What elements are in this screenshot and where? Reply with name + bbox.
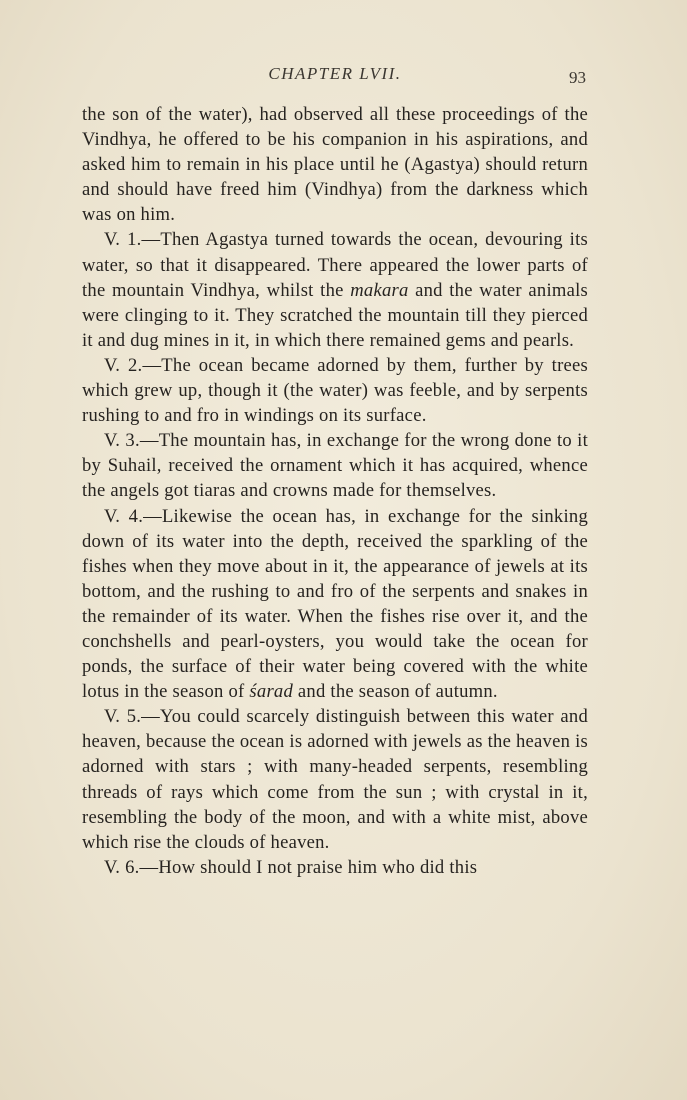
running-head: CHAPTER LVII. <box>268 64 402 83</box>
page-header <box>82 64 588 90</box>
italic-term-makara: makara <box>350 279 409 301</box>
paragraph-verse-3: V. 3.—The mountain has, in exchange for the wrong done to it by Suhail, received the ornament which it has acquired, whence the angels got tiaras and crowns made for themselves. <box>82 430 588 502</box>
paragraph-verse-5: V. 5.—You could scarcely distinguish between this water and heaven, because the ocean is adorned with jewels as the heaven is adorned with stars ; with many-headed serpents, resembling threads of rays which come from the sun ; with crystal in it, resembling the body of the moon, and with a white mist, above which rise the clouds of heaven. <box>82 706 588 853</box>
paragraph-verse-4: V. 4.—Likewise the ocean has, in exchange for the sinking down of its water into the depth, received the sparkling of the fishes when they move about in it, the appearance of jewels at its bottom, and the rushing to and fro of the serpents and snakes in the remainder of its water. When the fishes rise over it, and the conchshells and pearl-oysters, you would take the ocean for ponds, the surface of their water being covered with the white lotus in the season of śarad and the season of autumn. <box>82 505 588 703</box>
body-text <box>82 102 588 880</box>
italic-term-sarad: śarad <box>249 681 294 703</box>
paragraph-continuation: the son of the water), had observed all these proceedings of the Vindhya, he offered to be his companion in his aspirations, and asked him to remain in his place until he (Agastya) should return and should have freed him (Vindhya) from the darkness which was on him. <box>82 104 588 226</box>
paragraph-verse-1: V. 1.—Then Agastya turned towards the ocean, devouring its water, so that it disappeared. There appeared the lower parts of the mountain Vindhya, whilst the makara and the water animals were clinging to it. They scratched the mountain till they pierced it and dug mines in it, in which there remained gems and pearls. <box>82 229 588 351</box>
paragraph-verse-2: V. 2.—The ocean became adorned by them, further by trees which grew up, though it (the water) was feeble, and by serpents rushing to and fro in windings on its surface. <box>82 354 588 427</box>
paragraph-verse-6: V. 6.—How should I not praise him who did this <box>104 856 478 878</box>
page-number: 93 <box>569 68 586 87</box>
